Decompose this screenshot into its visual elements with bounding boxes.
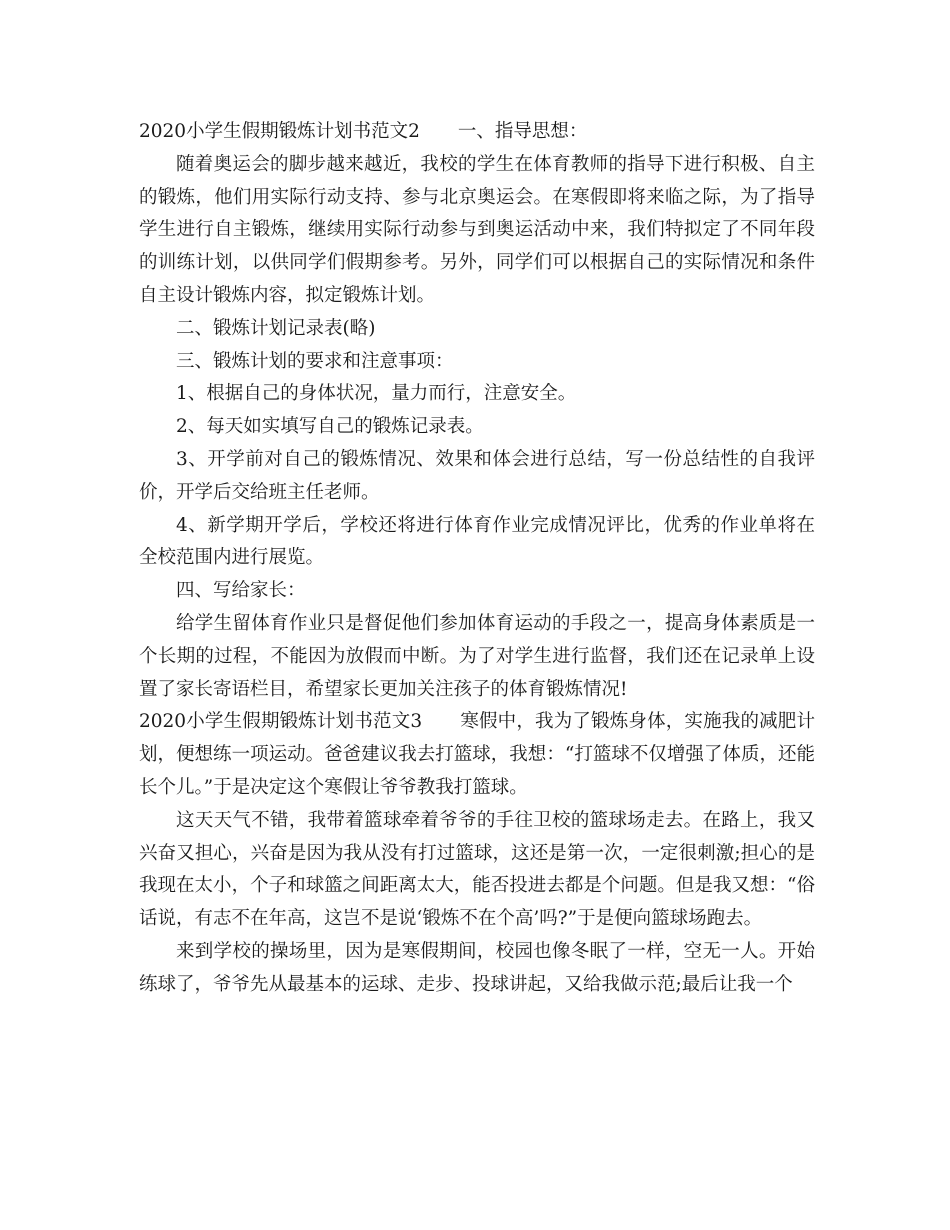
- section2-lead: 一、指导思想：: [457, 121, 588, 142]
- paragraph-guiding-thought: 随着奥运会的脚步越来越近，我校的学生在体育教师的指导下进行积极、自主的锻炼，他们用实际行动支持、参与北京奥运会。在寒假即将来临之际，为了指导学生进行自主锻炼，继续用实际行动参与到奥运活动中来，我们特拟定了不同年段的训练计划，以供同学们假期参考。另外，同学们可以根据自己的实际情况和条件自主设计锻炼内容，拟定锻炼计划。: [139, 153, 815, 306]
- paragraph-parents-note: 给学生留体育作业只是督促他们参加体育运动的手段之一，提高身体素质是一个长期的过程，不能因为放假而中断。为了对学生进行监督，我们还在记录单上设置了家长寄语栏目，希望家长更加关注孩子的体育锻炼情况!: [139, 612, 815, 700]
- section2-title: 2020小学生假期锻炼计划书范文2: [139, 121, 420, 142]
- paragraph-requirement-1: 1、根据自己的身体状况，量力而行，注意安全。: [176, 383, 577, 405]
- paragraph-requirement-2: 2、每天如实填写自己的锻炼记录表。: [176, 416, 484, 438]
- section3-lead: 寒假中，我为了锻炼身体，实施我的减肥计划，便想练一项运动。爸爸建议我去打篮球，我想：“打篮球不仅增强了体质，还能长个儿。”于是决定这个寒假让爷爷教我打篮球。: [139, 711, 815, 798]
- paragraph-requirements-heading: 三、锻炼计划的要求和注意事项：: [176, 350, 454, 372]
- document-body: [139, 116, 815, 1002]
- section3-title: 2020小学生假期锻炼计划书范文3: [139, 711, 423, 733]
- paragraph-practice: 来到学校的操场里，因为是寒假期间，校园也像冬眠了一样，空无一人。开始练球了，爷爷先从最基本的运球、走步、投球讲起，又给我做示范;最后让我一个: [139, 940, 815, 995]
- paragraph-parents-heading: 四、写给家长：: [176, 580, 306, 602]
- paragraph-walk-to-court: 这天天气不错，我带着篮球牵着爷爷的手往卫校的篮球场走去。在路上，我又兴奋又担心，兴奋是因为我从没有打过篮球，这还是第一次，一定很刺激;担心的是我现在太小，个子和球篮之间距离太大，能否投进去都是个问题。但是我又想：“俗话说，有志不在年高，这岂不是说‘锻炼不在个高’吗?”于是便向篮球场跑去。: [139, 809, 815, 930]
- section3-heading-paragraph: [139, 706, 815, 804]
- paragraph-requirement-4: 4、新学期开学后，学校还将进行体育作业完成情况评比，优秀的作业单将在全校范围内进行展览。: [139, 514, 815, 569]
- section2-heading-line: [139, 116, 815, 149]
- paragraph-record-table: 二、锻炼计划记录表(略): [176, 317, 376, 339]
- paragraph-requirement-3: 3、开学前对自己的锻炼情况、效果和体会进行总结，写一份总结性的自我评价，开学后交给班主任老师。: [139, 448, 815, 503]
